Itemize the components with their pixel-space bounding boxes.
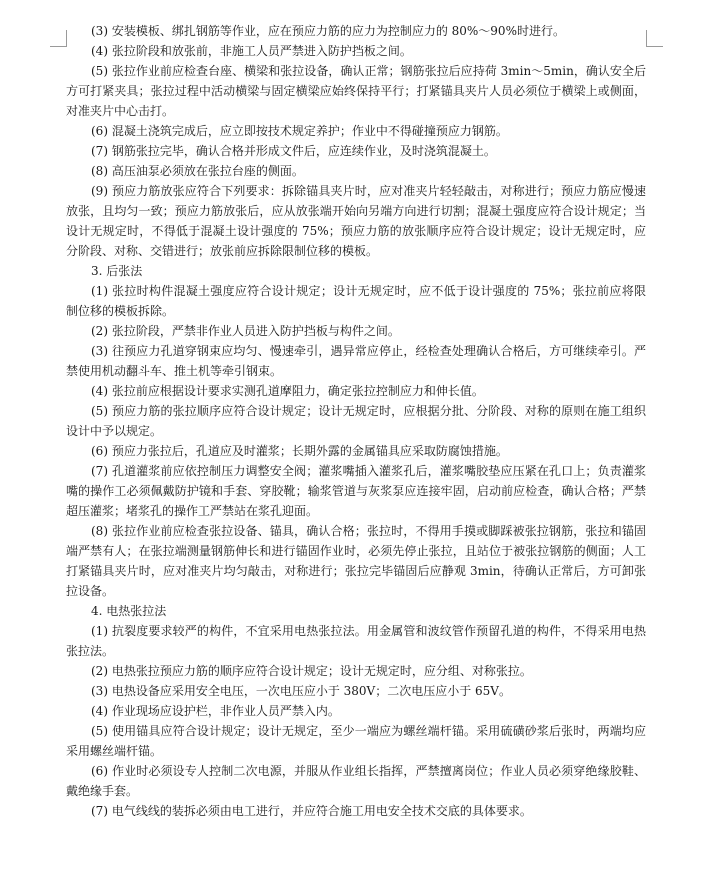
paragraph: (3) 往预应力孔道穿钢束应均匀、慢速牵引，遇异常应停止，经检查处理确认合格后，方可继续牵引。严禁使用机动翻斗车、推土机等牵引钢束。: [66, 344, 646, 378]
paragraph: (9) 预应力筋放张应符合下列要求：拆除锚具夹片时，应对准夹片轻轻敲击，对称进行；预应力筋应慢速放张，且均匀一致；预应力筋放张后，应从放张端开始向另端方向进行切割；混凝土强度应符合设计规定；当设计无规定时，不得低于混凝土设计强度的 75%；预应力筋的放张顺序应符合设计规定；设计无规定时，应分阶段、对称、交错进行；放张前应拆除限制位移的模板。: [66, 184, 646, 258]
page-corner-mark-top-left: [50, 30, 67, 47]
paragraph: (2) 电热张拉预应力筋的顺序应符合设计规定；设计无规定时，应分组、对称张拉。: [91, 664, 532, 678]
paragraph: (2) 张拉阶段，严禁非作业人员进入防护挡板与构件之间。: [91, 324, 400, 338]
paragraph: (4) 张拉前应根据设计要求实测孔道摩阻力，确定张拉控制应力和伸长值。: [91, 384, 484, 398]
paragraph: (4) 作业现场应设护栏，非作业人员严禁入内。: [91, 704, 340, 718]
paragraph: (8) 高压油泵必须放在张拉台座的侧面。: [91, 164, 304, 178]
paragraph: (6) 预应力张拉后，孔道应及时灌浆；长期外露的金属锚具应采取防腐蚀措施。: [91, 444, 508, 458]
section-heading: 4. 电热张拉法: [91, 604, 167, 618]
page-corner-mark-top-right: [646, 30, 663, 47]
paragraph: (3) 电热设备应采用安全电压，一次电压应小于 380V；二次电压应小于 65V。: [91, 684, 511, 698]
paragraph: (6) 混凝土浇筑完成后，应立即按技术规定养护；作业中不得碰撞预应力钢筋。: [91, 124, 508, 138]
paragraph: (8) 张拉作业前应检查张拉设备、锚具，确认合格；张拉时，不得用手摸或脚踩被张拉钢筋，张拉和锚固端严禁有人；在张拉端测量钢筋伸长和进行锚固作业时，必须先停止张拉，且站位于被张拉钢筋的侧面；人工打紧锚具夹片时，应对准夹片均匀敲击，对称进行；张拉完毕锚固后应静观 3min，待确认正常后，方可卸张拉设备。: [66, 524, 646, 598]
paragraph: (1) 张拉时构件混凝土强度应符合设计规定；设计无规定时，应不低于设计强度的 75%；张拉前应将限制位移的模板拆除。: [66, 284, 646, 318]
paragraph: (5) 张拉作业前应检查台座、横梁和张拉设备，确认正常；钢筋张拉后应持荷 3min～5min，确认安全后方可打紧夹具；张拉过程中活动横梁与固定横梁应始终保持平行；打紧锚具夹片人员必须位于横梁上或侧面，对准夹片中心击打。: [66, 64, 646, 118]
paragraph: (7) 钢筋张拉完毕，确认合格并形成文件后，应连续作业，及时浇筑混凝土。: [91, 144, 496, 158]
paragraph: (5) 预应力筋的张拉顺序应符合设计规定；设计无规定时，应根据分批、分阶段、对称的原则在施工组织设计中予以规定。: [66, 404, 646, 438]
paragraph: (1) 抗裂度要求较严的构件，不宜采用电热张拉法。用金属管和波纹管作预留孔道的构件，不得采用电热张拉法。: [66, 624, 646, 658]
paragraph: (5) 使用锚具应符合设计规定；设计无规定，至少一端应为螺丝端杆锚。采用硫磺砂浆后张时，两端均应采用螺丝端杆锚。: [66, 724, 646, 758]
paragraph: (7) 电气线线的装拆必须由电工进行，并应符合施工用电安全技术交底的具体要求。: [91, 804, 532, 818]
paragraph: (3) 安装模板、绑扎钢筋等作业，应在预应力筋的应力为控制应力的 80%～90%时进行。: [91, 24, 565, 38]
paragraph: (4) 张拉阶段和放张前，非施工人员严禁进入防护挡板之间。: [91, 44, 412, 58]
document-body[interactable]: [66, 21, 646, 821]
paragraph: (7) 孔道灌浆前应依控制压力调整安全阀；灌浆嘴插入灌浆孔后，灌浆嘴胶垫应压紧在孔口上；负责灌浆嘴的操作工必须佩戴防护镜和手套、穿胶靴；输浆管道与灰浆泵应连接牢固，启动前应检查，确认合格；严禁超压灌浆；堵浆孔的操作工严禁站在浆孔迎面。: [66, 464, 646, 518]
paragraph: (6) 作业时必须设专人控制二次电源，并服从作业组长指挥，严禁擅离岗位；作业人员必须穿绝缘胶鞋、戴绝缘手套。: [66, 764, 646, 798]
section-heading: 3. 后张法: [91, 264, 143, 278]
